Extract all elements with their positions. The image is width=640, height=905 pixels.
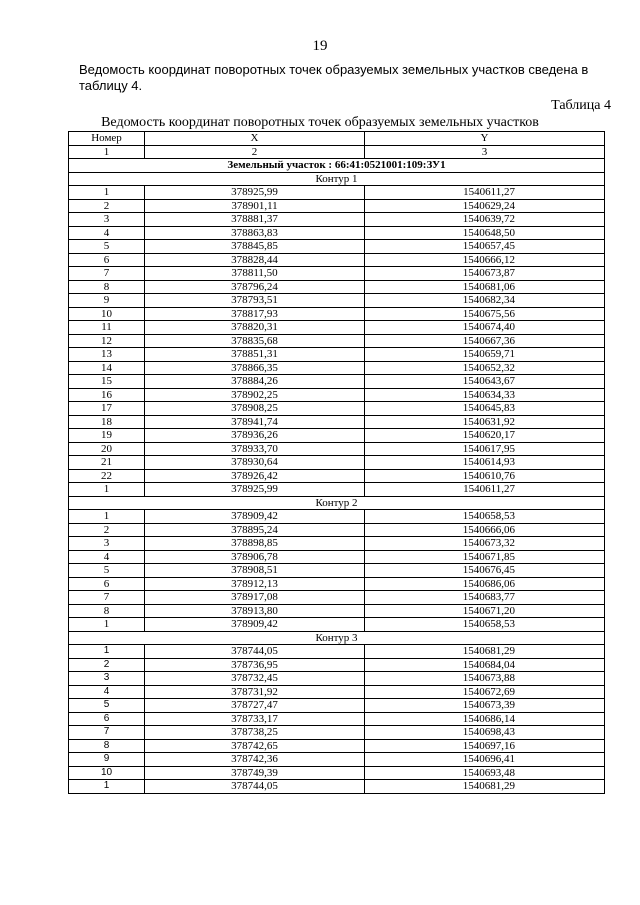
y-coordinate: 1540682,34 — [365, 294, 605, 308]
y-coordinate: 1540666,06 — [365, 523, 605, 537]
y-coordinate: 1540620,17 — [365, 429, 605, 443]
x-coordinate: 378744,05 — [145, 645, 365, 659]
y-coordinate: 1540645,83 — [365, 402, 605, 416]
x-coordinate: 378901,11 — [145, 199, 365, 213]
y-coordinate: 1540652,32 — [365, 361, 605, 375]
header-row — [69, 132, 605, 146]
header-number-index-2: 2 — [145, 145, 365, 159]
table-row — [69, 307, 605, 321]
table-row — [69, 280, 605, 294]
table-row — [69, 780, 605, 794]
coordinates-table-body — [69, 132, 605, 794]
point-number: 4 — [69, 685, 145, 699]
table-row — [69, 753, 605, 767]
y-coordinate: 1540696,41 — [365, 753, 605, 767]
x-coordinate: 378930,64 — [145, 456, 365, 470]
header-number-index-3: 3 — [365, 145, 605, 159]
table-row — [69, 388, 605, 402]
y-coordinate: 1540671,20 — [365, 604, 605, 618]
point-number: 7 — [69, 267, 145, 281]
x-coordinate: 378913,80 — [145, 604, 365, 618]
y-coordinate: 1540634,33 — [365, 388, 605, 402]
x-coordinate: 378925,99 — [145, 483, 365, 497]
x-coordinate: 378909,42 — [145, 510, 365, 524]
table-row — [69, 348, 605, 362]
intro-paragraph: Ведомость координат поворотных точек образуемых земельных участков сведена в таблицу 4. — [79, 62, 589, 93]
x-coordinate: 378742,36 — [145, 753, 365, 767]
table-row — [69, 712, 605, 726]
y-coordinate: 1540681,29 — [365, 645, 605, 659]
x-coordinate: 378925,99 — [145, 186, 365, 200]
header-numbers-row — [69, 145, 605, 159]
y-coordinate: 1540666,12 — [365, 253, 605, 267]
table-row — [69, 672, 605, 686]
point-number: 22 — [69, 469, 145, 483]
point-number: 3 — [69, 537, 145, 551]
x-coordinate: 378744,05 — [145, 780, 365, 794]
point-number: 10 — [69, 766, 145, 780]
x-coordinate: 378733,17 — [145, 712, 365, 726]
table-row — [69, 199, 605, 213]
table-row — [69, 658, 605, 672]
table-row — [69, 483, 605, 497]
table-row — [69, 618, 605, 632]
table-row — [69, 294, 605, 308]
point-number: 12 — [69, 334, 145, 348]
x-coordinate: 378793,51 — [145, 294, 365, 308]
x-coordinate: 378906,78 — [145, 550, 365, 564]
x-coordinate: 378936,26 — [145, 429, 365, 443]
x-coordinate: 378881,37 — [145, 213, 365, 227]
y-coordinate: 1540686,06 — [365, 577, 605, 591]
table-row — [69, 213, 605, 227]
x-coordinate: 378902,25 — [145, 388, 365, 402]
y-coordinate: 1540673,88 — [365, 672, 605, 686]
point-number: 5 — [69, 699, 145, 713]
table-row — [69, 321, 605, 335]
x-coordinate: 378866,35 — [145, 361, 365, 375]
y-coordinate: 1540631,92 — [365, 415, 605, 429]
y-coordinate: 1540667,36 — [365, 334, 605, 348]
table-row — [69, 510, 605, 524]
table-row — [69, 361, 605, 375]
x-coordinate: 378835,68 — [145, 334, 365, 348]
x-coordinate: 378749,39 — [145, 766, 365, 780]
x-coordinate: 378796,24 — [145, 280, 365, 294]
table-row — [69, 253, 605, 267]
y-coordinate: 1540686,14 — [365, 712, 605, 726]
y-coordinate: 1540681,29 — [365, 780, 605, 794]
x-coordinate: 378817,93 — [145, 307, 365, 321]
y-coordinate: 1540673,87 — [365, 267, 605, 281]
contour-header-row — [69, 631, 605, 645]
point-number: 10 — [69, 307, 145, 321]
contour-title: Контур 1 — [69, 172, 605, 186]
coordinates-table — [68, 131, 605, 794]
point-number: 1 — [69, 510, 145, 524]
y-coordinate: 1540614,93 — [365, 456, 605, 470]
point-number: 18 — [69, 415, 145, 429]
y-coordinate: 1540648,50 — [365, 226, 605, 240]
y-coordinate: 1540684,04 — [365, 658, 605, 672]
y-coordinate: 1540697,16 — [365, 739, 605, 753]
point-number: 15 — [69, 375, 145, 389]
x-coordinate: 378738,25 — [145, 726, 365, 740]
point-number: 13 — [69, 348, 145, 362]
point-number: 4 — [69, 226, 145, 240]
table-row — [69, 591, 605, 605]
table-row — [69, 537, 605, 551]
x-coordinate: 378917,08 — [145, 591, 365, 605]
y-coordinate: 1540629,24 — [365, 199, 605, 213]
table-row — [69, 375, 605, 389]
y-coordinate: 1540617,95 — [365, 442, 605, 456]
point-number: 21 — [69, 456, 145, 470]
contour-title: Контур 3 — [69, 631, 605, 645]
table-row — [69, 469, 605, 483]
table-title: Ведомость координат поворотных точек образуемых земельных участков — [101, 115, 539, 130]
table-row — [69, 186, 605, 200]
table-row — [69, 226, 605, 240]
table-row — [69, 456, 605, 470]
y-coordinate: 1540610,76 — [365, 469, 605, 483]
x-coordinate: 378912,13 — [145, 577, 365, 591]
x-coordinate: 378926,42 — [145, 469, 365, 483]
point-number: 8 — [69, 280, 145, 294]
point-number: 1 — [69, 618, 145, 632]
x-coordinate: 378898,85 — [145, 537, 365, 551]
x-coordinate: 378909,42 — [145, 618, 365, 632]
point-number: 16 — [69, 388, 145, 402]
point-number: 1 — [69, 483, 145, 497]
x-coordinate: 378811,50 — [145, 267, 365, 281]
y-coordinate: 1540611,27 — [365, 483, 605, 497]
point-number: 20 — [69, 442, 145, 456]
table-row — [69, 402, 605, 416]
point-number: 3 — [69, 213, 145, 227]
plot-row — [69, 159, 605, 173]
table-row — [69, 685, 605, 699]
point-number: 1 — [69, 645, 145, 659]
point-number: 19 — [69, 429, 145, 443]
table-row — [69, 240, 605, 254]
x-coordinate: 378732,45 — [145, 672, 365, 686]
table-row — [69, 442, 605, 456]
table-row — [69, 739, 605, 753]
contour-header-row — [69, 172, 605, 186]
y-coordinate: 1540676,45 — [365, 564, 605, 578]
point-number: 2 — [69, 199, 145, 213]
x-coordinate: 378731,92 — [145, 685, 365, 699]
y-coordinate: 1540657,45 — [365, 240, 605, 254]
point-number: 5 — [69, 564, 145, 578]
y-coordinate: 1540659,71 — [365, 348, 605, 362]
table-row — [69, 577, 605, 591]
table-label: Таблица 4 — [551, 98, 611, 113]
table-row — [69, 699, 605, 713]
header-y: Y — [365, 132, 605, 146]
table-row — [69, 645, 605, 659]
x-coordinate: 378933,70 — [145, 442, 365, 456]
y-coordinate: 1540683,77 — [365, 591, 605, 605]
x-coordinate: 378884,26 — [145, 375, 365, 389]
point-number: 7 — [69, 726, 145, 740]
table-row — [69, 550, 605, 564]
y-coordinate: 1540672,69 — [365, 685, 605, 699]
y-coordinate: 1540671,85 — [365, 550, 605, 564]
header-number-index-1: 1 — [69, 145, 145, 159]
table-row — [69, 604, 605, 618]
x-coordinate: 378820,31 — [145, 321, 365, 335]
x-coordinate: 378828,44 — [145, 253, 365, 267]
x-coordinate: 378941,74 — [145, 415, 365, 429]
point-number: 2 — [69, 658, 145, 672]
point-number: 5 — [69, 240, 145, 254]
point-number: 9 — [69, 753, 145, 767]
y-coordinate: 1540658,53 — [365, 510, 605, 524]
x-coordinate: 378908,25 — [145, 402, 365, 416]
plot-label: Земельный участок : 66:41:0521001:109:ЗУ1 — [69, 159, 605, 173]
x-coordinate: 378845,85 — [145, 240, 365, 254]
x-coordinate: 378851,31 — [145, 348, 365, 362]
y-coordinate: 1540643,67 — [365, 375, 605, 389]
y-coordinate: 1540658,53 — [365, 618, 605, 632]
table-row — [69, 415, 605, 429]
point-number: 8 — [69, 739, 145, 753]
point-number: 2 — [69, 523, 145, 537]
point-number: 9 — [69, 294, 145, 308]
y-coordinate: 1540693,48 — [365, 766, 605, 780]
point-number: 14 — [69, 361, 145, 375]
point-number: 8 — [69, 604, 145, 618]
contour-title: Контур 2 — [69, 496, 605, 510]
table-row — [69, 766, 605, 780]
point-number: 7 — [69, 591, 145, 605]
point-number: 1 — [69, 780, 145, 794]
x-coordinate: 378727,47 — [145, 699, 365, 713]
table-row — [69, 334, 605, 348]
point-number: 11 — [69, 321, 145, 335]
y-coordinate: 1540675,56 — [365, 307, 605, 321]
table-row — [69, 523, 605, 537]
header-number: Номер — [69, 132, 145, 146]
contour-header-row — [69, 496, 605, 510]
header-x: X — [145, 132, 365, 146]
page-number: 19 — [312, 38, 328, 54]
point-number: 6 — [69, 712, 145, 726]
point-number: 3 — [69, 672, 145, 686]
x-coordinate: 378908,51 — [145, 564, 365, 578]
table-row — [69, 564, 605, 578]
y-coordinate: 1540673,39 — [365, 699, 605, 713]
x-coordinate: 378742,65 — [145, 739, 365, 753]
point-number: 6 — [69, 253, 145, 267]
table-row — [69, 267, 605, 281]
point-number: 17 — [69, 402, 145, 416]
y-coordinate: 1540639,72 — [365, 213, 605, 227]
point-number: 6 — [69, 577, 145, 591]
table-row — [69, 429, 605, 443]
y-coordinate: 1540611,27 — [365, 186, 605, 200]
table-row — [69, 726, 605, 740]
y-coordinate: 1540681,06 — [365, 280, 605, 294]
y-coordinate: 1540698,43 — [365, 726, 605, 740]
y-coordinate: 1540674,40 — [365, 321, 605, 335]
point-number: 1 — [69, 186, 145, 200]
x-coordinate: 378895,24 — [145, 523, 365, 537]
x-coordinate: 378863,83 — [145, 226, 365, 240]
point-number: 4 — [69, 550, 145, 564]
x-coordinate: 378736,95 — [145, 658, 365, 672]
y-coordinate: 1540673,32 — [365, 537, 605, 551]
